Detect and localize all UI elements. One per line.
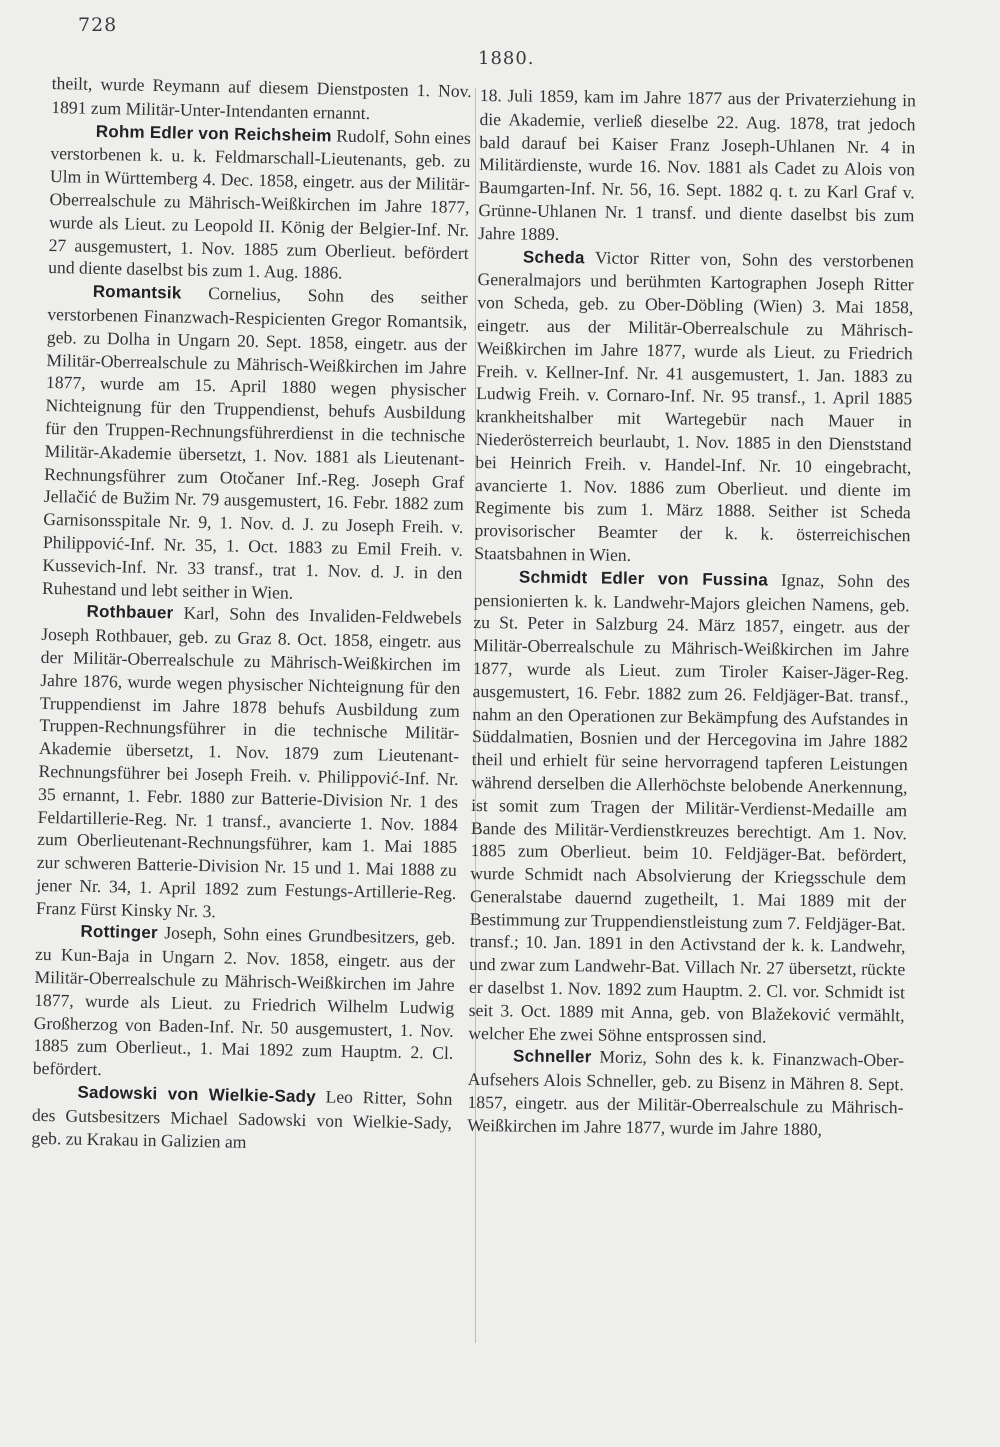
entry-schneller xyxy=(467,1044,904,1142)
entry-name: Rottinger xyxy=(80,922,159,943)
entry-text: Cornelius, Sohn des seither verstorbenen Finanzwach-Respicienten Gregor Romantsik, geb. zu Dolha in Ungarn 20. Sept. 1858, eingetr. aus der Militär-Oberrealschule zu Mährisch-Weißkirchen im Jahre 1877, wurde am 15. April 1880 wegen physischer Nichteignung für den Truppendienst, behufs Ausbildung für den Truppen-Rechnungsführerdienst in die technische Militär-Akademie übersetzt, 1. Nov. 1881 als Lieutenant-Rechnungsführer zum Otočaner Inf.-Reg. Joseph Graf Jellačić de Bužim Nr. 79 ausgemustert, 16. Febr. 1882 zum Garnisonsspitale Nr. 9, 1. Nov. d. J. zu Joseph Freih. v. Philippović-Inf. Nr. 35, 1. Oct. 1883 zu Emil Freih. v. Kussevich-Inf. Nr. 33 transf., trat 1. Nov. d. J. in den Ruhestand und lebt seither in Wien. xyxy=(41,282,468,603)
entry-romantsik xyxy=(42,279,468,607)
entry-name: Schneller xyxy=(513,1046,592,1067)
entry-name: Rothbauer xyxy=(86,602,174,623)
entry-text: Joseph, Sohn eines Grundbesitzers, geb. zu Kun-Baja in Ungarn 2. Nov. 1858, eingetr. aus der Militär-Oberrealschule zu Mährisch-Weißkirchen im Jahre 1877, wurde als Lieut. zu Friedrich Wilhelm Ludwig Großherzog von Baden-Inf. Nr. 50 ausgemustert, 1. Nov. 1885 zum Oberlieut., 1. Mai 1892 zum Hauptm. 2. Cl. befördert. xyxy=(32,922,456,1080)
entry-text: Victor Ritter von, Sohn des verstorbenen Generalmajors und berühmten Kartographen Joseph Ritter von Scheda, geb. zu Ober-Döbling (Wien) 3. Mai 1858, eingetr. aus der Militär-Oberrealschule zu Mährisch-Weißkirchen im Jahre 1877, wurde als Lieut. zu Friedrich Freih. v. Kellner-Inf. Nr. 41 ausgemustert, 1. Jan. 1883 zu Ludwig Freih. v. Cornaro-Inf. Nr. 95 transf., 1. April 1885 krankheitshalber mit Wartegebür nach Mauer in Niederösterreich beurlaubt, 1. Nov. 1885 in den Dienststand bei Heinrich Freih. v. Handel-Inf. Nr. 10 eingebracht, avancierte 1. Nov. 1886 zum Oberlieut. und diente im Regimente bis zum 1. März 1888. Seither ist Scheda provisorischer Beamter der k. k. österreichischen Staatsbahnen in Wien. xyxy=(474,246,914,565)
right-column xyxy=(467,84,916,1142)
entry-text: Rudolf, Sohn eines verstorbenen k. u. k. Feldmarschall-Lieutenants, geb. zu Ulm in Württemberg 4. Dec. 1858, eingetr. aus der Militär-Oberrealschule zu Mährisch-Weißkirchen im Jahre 1877, wurde als Lieut. zu Leopold II. König der Belgier-Inf. Nr. 27 ausgemustert, 1. Nov. 1885 zum Oberlieut. befördert und diente daselbst bis zum 1. Aug. 1886. xyxy=(48,124,472,283)
entry-rottinger xyxy=(33,919,456,1088)
entry-name: Scheda xyxy=(522,247,585,267)
entry-name: Rohm Edler von Reichsheim xyxy=(95,121,332,145)
entry-continuation xyxy=(478,84,916,250)
entry-text: theilt, wurde Reymann auf diesem Dienstposten 1. Nov. 1891 zum Militär-Unter-Intendanten ernannt. xyxy=(51,72,472,123)
entry-rohm xyxy=(48,119,471,288)
entry-name: Sadowski von Wielkie-Sady xyxy=(77,1082,317,1107)
left-column xyxy=(31,72,472,1157)
entry-text: 18. Juli 1859, kam im Jahre 1877 aus der Privaterziehung in die Akademie, verließ dieselbe 22. Aug. 1878, trat jedoch bald darauf bei Kaiser Franz Joseph-Uhlanen Nr. 4 in Militärdienste, wurde 16. Nov. 1881 als Cadet zu Alois von Baumgarten-Inf. Nr. 56, 16. Sept. 1882 q. t. zu Karl Graf v. Grünne-Uhlanen Nr. 1 transf. und diente daselbst bis zum Jahre 1889. xyxy=(478,84,916,244)
entry-text: Leo Ritter, Sohn des Gutsbesitzers Michael Sadowski von Wielkie-Sady, geb. zu Krakau in Galizien am xyxy=(31,1086,453,1152)
entry-rothbauer xyxy=(36,599,462,927)
entry-scheda xyxy=(474,245,914,570)
entry-schmidt xyxy=(468,565,910,1050)
entry-name: Schmidt Edler von Fussina xyxy=(518,567,769,590)
entry-continuation xyxy=(51,72,472,127)
page-number: 728 xyxy=(78,14,118,36)
entry-text: Ignaz, Sohn des pensionierten k. k. Landwehr-Majors gleichen Namens, geb. zu St. Peter in Salzburg 24. März 1857, eingetr. aus der Militär-Oberrealschule zu Mährisch-Weißkirchen im Jahre 1877, wurde als Lieut. zum Tiroler Kaiser-Jäger-Reg. ausgemustert, 16. Febr. 1882 zum 26. Feldjäger-Bat. transf., nahm an den Operationen zur Bekämpfung des Aufstandes in Süddalmatien, Bosnien und der Hercegovina im Jahre 1882 theil und erhielt für seine hervorragend tapferen Leistungen während derselben die Allerhöchste belobende Anerkennung, ist somit zum Tragen der Militär-Verdienst-Medaille am Bande des Militär-Verdienstkreuzes berechtigt. Am 1. Nov. 1885 zum Oberlieut. beim 10. Feldjäger-Bat. befördert, wurde Schmidt nach Absolvierung der Kriegsschule dem Generalstabe dauernd zugetheilt, 1. Mai 1889 mit der Bestimmung zur Truppendienstleistung zum 7. Feldjäger-Bat. transf.; 10. Jan. 1891 in den Activstand der k. k. Landwehr, und zwar zum Landwehr-Bat. Villach Nr. 27 übersetzt, rückte er daselbst 1. Nov. 1892 zum Hauptm. 2. Cl. vor. Schmidt ist seit 3. Oct. 1889 mit Anna, geb. von Blažeković vermählt, welcher Ehe zwei Söhne entsprossen sind. xyxy=(468,569,911,1047)
entry-text: Moriz, Sohn des k. k. Finanzwach-Ober-Aufsehers Alois Schneller, geb. zu Bisenz in Mähren 8. Sept. 1857, eingetr. aus der Militär-Oberrealschule zu Mährisch-Weißkirchen im Jahre 1877, wurde im Jahre 1880, xyxy=(467,1046,905,1140)
entry-sadowski xyxy=(31,1080,452,1157)
entry-name: Romantsik xyxy=(92,281,182,303)
page-year-header: 1880. xyxy=(478,48,535,69)
entry-text: Karl, Sohn des Invaliden-Feldwebels Joseph Rothbauer, geb. zu Graz 8. Oct. 1858, eingetr. aus der Militär-Oberrealschule zu Mährisch-Weißkirchen im Jahre 1876, wurde wegen physischer Nichteignung für den Truppendienst im Jahre 1878 behufs Ausbildung zum Truppen-Rechnungsführer in die technische Militär-Akademie übersetzt, 1. Nov. 1879 zum Lieutenant-Rechnungsführer bei Joseph Freih. v. Philippović-Inf. Nr. 35 ernannt, 1. Febr. 1880 zur Batterie-Division Nr. 1 des Feldartillerie-Reg. Nr. 1 transf., avancierte 1. Nov. 1884 zum Oberlieutenant-Rechnungsführer, kam 1. Mai 1885 zur schweren Batterie-Division Nr. 15 und 1. Mai 1888 zu jener Nr. 34, 1. April 1892 zum Festungs-Artillerie-Reg. Franz Fürst Kinsky Nr. 3. xyxy=(35,602,462,921)
